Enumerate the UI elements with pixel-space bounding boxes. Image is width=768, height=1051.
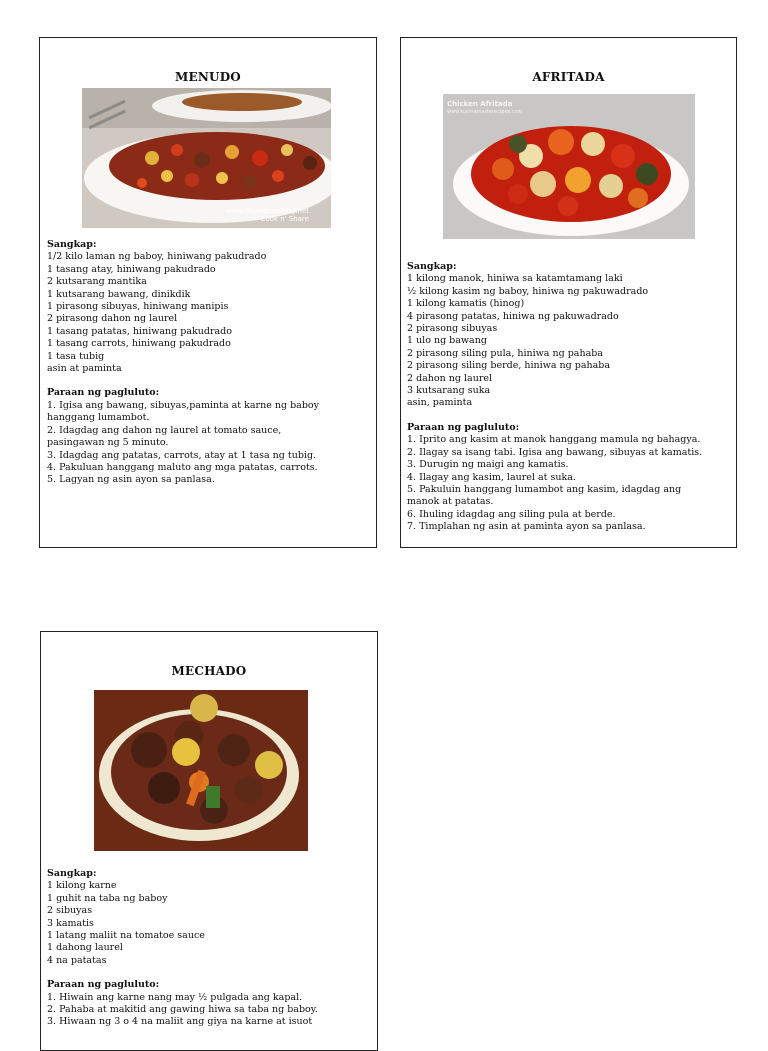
mechado-image [94, 690, 308, 851]
recipe-card-mechado [40, 631, 378, 1051]
list-item: 1 kilong karne [47, 880, 117, 892]
list-item: 1 tasang patatas, hiniwang pakudrado [47, 325, 232, 337]
list-item: asin at paminta [47, 363, 122, 375]
list-item: 6. Ihuling idagdag ang siling pula at berde. [407, 508, 616, 520]
list-item: pasingawan ng 5 minuto. [47, 437, 169, 449]
list-item: manok at patatas. [407, 496, 494, 508]
list-item: 1 dahong laurel [47, 942, 123, 954]
list-item: 2 dahon ng laurel [407, 372, 493, 384]
list-item: 1 kutsarang bawang, dinikdik [47, 288, 191, 300]
list-item: asin, paminta [407, 397, 473, 409]
list-item: 2 pirasong dahon ng laurel [47, 313, 178, 325]
recipe-body [47, 239, 319, 487]
list-item: 4 pirasong patatas, hiniwa ng pakuwadrado [407, 310, 619, 322]
list-item: 2. Pahaba at makitid ang gawing hiwa sa taba ng baboy. [47, 1004, 318, 1016]
list-item: 2 pirasong sibuyas [407, 323, 498, 335]
ingredients-list [47, 251, 319, 375]
recipe-body [407, 261, 702, 534]
list-item: 1 guhit na taba ng baboy [47, 892, 168, 904]
ingredients-heading: Sangkap: [47, 239, 97, 250]
list-item: 1 tasang carrots, hiniwang pakudrado [47, 338, 231, 350]
mechado-photo [94, 690, 308, 851]
list-item: hanggang lumambot. [47, 412, 150, 424]
recipe-card-menudo [39, 37, 377, 548]
list-item: 1 tasang atay, hiniwang pakudrado [47, 263, 216, 275]
list-item: 1/2 kilo laman ng baboy, hiniwang pakudrado [47, 251, 267, 263]
steps-heading: Paraan ng pagluluto: [47, 387, 160, 399]
afritada-photo [443, 94, 695, 239]
recipe-title: MENUDO [175, 70, 241, 84]
list-item: 4. Ilagay ang kasim, laurel at suka. [407, 471, 576, 483]
list-item: 1 latang maliit na tomatoe sauce [47, 930, 205, 942]
list-item: 2. Idagdag ang dahon ng laurel at tomato sauce, [47, 424, 282, 436]
ingredients-heading: Sangkap: [407, 261, 457, 272]
steps-heading: Paraan ng pagluluto: [47, 979, 160, 991]
steps-heading: Paraan ng pagluluto: [407, 421, 520, 433]
ingredients-list [47, 880, 318, 967]
list-item: 4 na patatas [47, 954, 107, 966]
list-item: 1. Igisa ang bawang, sibuyas,paminta at karne ng baboy [47, 399, 319, 411]
list-item: 3. Hiwaan ng 3 o 4 na maliit ang giya na karne at isuot [47, 1016, 313, 1028]
list-item: 3 kamatis [47, 917, 94, 929]
list-item: 4. Pakuluan hanggang maluto ang mga patatas, carrots. [47, 461, 318, 473]
list-item: 2 kutsarang mantika [47, 276, 147, 288]
list-item: 3. Idagdag ang patatas, carrots, atay at 1 tasa ng tubig. [47, 449, 317, 461]
ingredients-heading: Sangkap: [47, 868, 97, 879]
steps-list [47, 992, 318, 1029]
photo-watermark: Chicken Afritada www.kusinamasterecipes.com [447, 100, 523, 115]
list-item: 2 sibuyas [47, 905, 93, 917]
list-item: 1 kilong manok, hiniwa sa katamtamang laki [407, 273, 623, 285]
list-item: 1. Iprito ang kasim at manok hanggang mamula ng bahagya. [407, 434, 701, 446]
recipe-title: AFRITADA [532, 70, 605, 84]
menudo-photo [82, 88, 331, 228]
ingredients-list [407, 273, 702, 409]
list-item: 1 pirasong sibuyas, hiniwang manipis [47, 301, 229, 313]
steps-list [47, 400, 319, 487]
recipe-card-afritada [400, 37, 737, 548]
recipe-body [47, 868, 318, 1029]
photo-watermark: www.filipinocooking.net Cook n' Share [225, 207, 309, 223]
list-item: 2 pirasong siling pula, hiniwa ng pahaba [407, 347, 603, 359]
list-item: 1 ulo ng bawang [407, 335, 487, 347]
list-item: 2. Ilagay sa isang tabi. Igisa ang bawang, sibuyas at kamatis. [407, 446, 703, 458]
list-item: 1. Hiwain ang karne nang may ½ pulgada ang kapal. [47, 991, 303, 1003]
recipe-title: MECHADO [171, 664, 247, 678]
list-item: 3 kutsarang suka [407, 385, 491, 397]
steps-list [407, 434, 702, 533]
list-item: 3. Durugin ng maigi ang kamatis. [407, 459, 569, 471]
list-item: 5. Lagyan ng asin ayon sa panlasa. [47, 474, 215, 486]
list-item: 5. Pakuluin hanggang lumambot ang kasim, idagdag ang [407, 483, 682, 495]
list-item: 2 pirasong siling berde, hiniwa ng pahaba [407, 360, 611, 372]
list-item: 7. Timplahan ng asin at paminta ayon sa panlasa. [407, 521, 646, 533]
list-item: 1 kilong kamatis (hinog) [407, 298, 525, 310]
list-item: ½ kilong kasim ng baboy, hiniwa ng pakuwadrado [407, 285, 649, 297]
list-item: 1 tasa tubig [47, 350, 105, 362]
